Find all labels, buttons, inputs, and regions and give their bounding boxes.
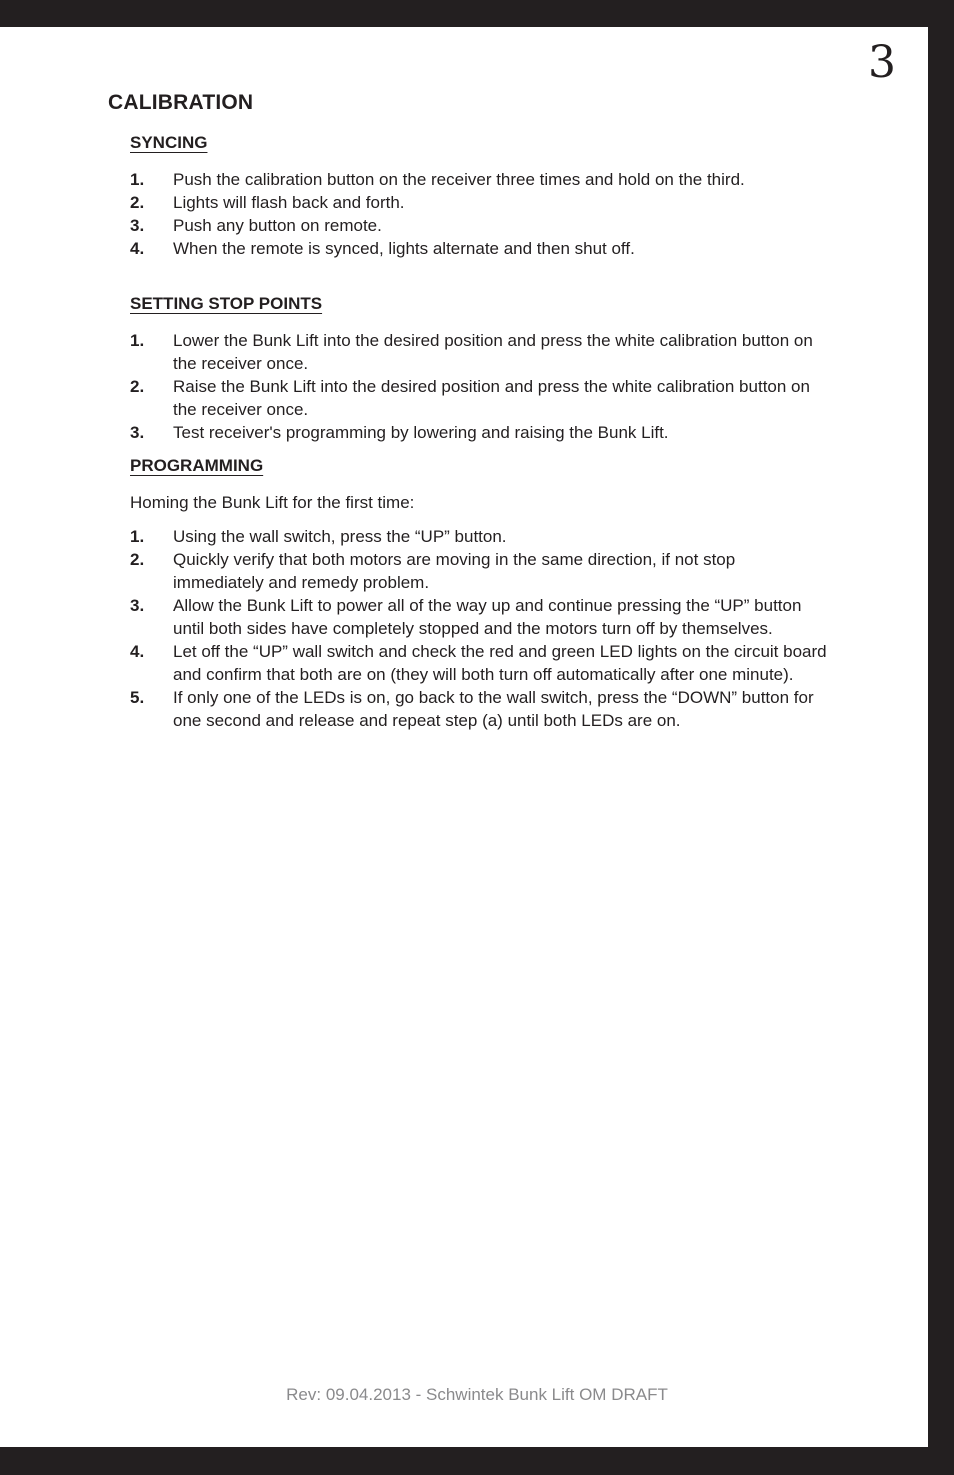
step-text: Test receiver's programming by lowering and raising the Bunk Lift. — [173, 423, 669, 442]
step-number: 2. — [130, 550, 145, 569]
syncing-steps — [130, 168, 830, 260]
page-number: 3 — [868, 37, 896, 88]
step-number: 2. — [130, 193, 145, 212]
programming-intro: Homing the Bunk Lift for the first time: — [130, 493, 415, 512]
step-text: Quickly verify that both motors are moving in the same direction, if not stop immediately and remedy problem. — [173, 550, 736, 592]
list-item — [130, 329, 830, 375]
step-text: Allow the Bunk Lift to power all of the way up and continue pressing the “UP” button until both sides have completely stopped and the motors turn off by themselves. — [173, 596, 802, 638]
list-item — [130, 525, 830, 548]
step-number: 3. — [130, 596, 145, 615]
step-number: 5. — [130, 688, 145, 707]
step-number: 4. — [130, 642, 145, 661]
list-item — [130, 594, 830, 640]
step-text: If only one of the LEDs is on, go back to the wall switch, press the “DOWN” button for one second and release and repeat step (a) until both LEDs are on. — [173, 688, 814, 730]
list-item — [130, 237, 830, 260]
step-text: Raise the Bunk Lift into the desired position and press the white calibration button on the receiver once. — [173, 377, 810, 419]
stop-points-heading: SETTING STOP POINTS — [130, 294, 323, 313]
section-title: CALIBRATION — [108, 91, 254, 114]
document-page — [0, 27, 928, 1447]
step-number: 1. — [130, 331, 145, 350]
list-item — [130, 168, 830, 191]
stop-points-steps — [130, 329, 830, 444]
step-text: Let off the “UP” wall switch and check the red and green LED lights on the circuit board and confirm that both are on (they will both turn off automatically after one minute). — [173, 642, 827, 684]
footer-revision: Rev: 09.04.2013 - Schwintek Bunk Lift OM DRAFT — [286, 1385, 668, 1404]
syncing-heading: SYNCING — [130, 133, 208, 152]
step-number: 3. — [130, 423, 145, 442]
step-text: When the remote is synced, lights alternate and then shut off. — [173, 239, 635, 258]
list-item — [130, 375, 830, 421]
programming-heading: PROGRAMMING — [130, 456, 264, 475]
step-number: 2. — [130, 377, 145, 396]
step-text: Push the calibration button on the receiver three times and hold on the third. — [173, 170, 745, 189]
step-number: 4. — [130, 239, 145, 258]
step-text: Push any button on remote. — [173, 216, 382, 235]
step-number: 1. — [130, 170, 145, 189]
step-text: Using the wall switch, press the “UP” button. — [173, 527, 507, 546]
step-text: Lights will flash back and forth. — [173, 193, 405, 212]
step-text: Lower the Bunk Lift into the desired position and press the white calibration button on the receiver once. — [173, 331, 813, 373]
programming-steps — [130, 525, 830, 732]
step-number: 3. — [130, 216, 145, 235]
step-number: 1. — [130, 527, 145, 546]
list-item — [130, 214, 830, 237]
list-item — [130, 421, 830, 444]
list-item — [130, 686, 830, 732]
list-item — [130, 548, 830, 594]
list-item — [130, 191, 830, 214]
list-item — [130, 640, 830, 686]
